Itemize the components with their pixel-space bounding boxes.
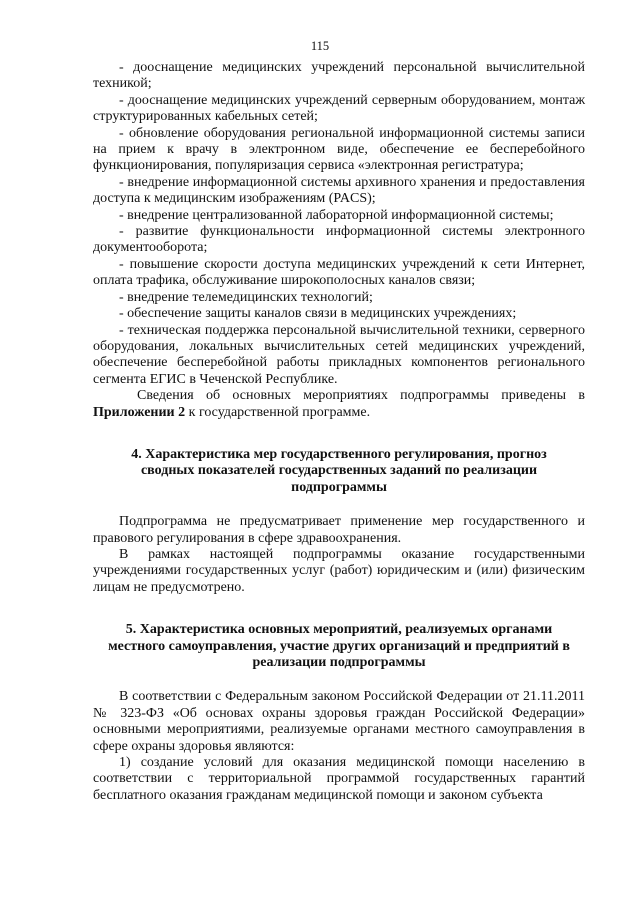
- section-5-heading: 5. Характеристика основных мероприятий, реализуемых органами местного самоуправления, участие других организаций и предприятий в реализации подпрограммы: [108, 622, 570, 670]
- page-number: 115: [310, 39, 330, 53]
- list-item: - развитие функциональности информационной системы электронного документооборота;: [93, 224, 585, 256]
- appendix-note-tail: к государственной программе.: [185, 404, 371, 420]
- section-5-paragraph: 1) создание условий для оказания медицинской помощи населению в соответствии с территориальной программой государственных гарантий бесплатного оказания гражданам медицинской помощи и законом субъекта: [93, 755, 585, 803]
- list-item: - дооснащение медицинских учреждений персональной вычислительной техникой;: [93, 60, 585, 92]
- list-item: - техническая поддержка персональной вычислительной техники, серверного оборудования, локальных вычислительных сетей медицинских учреждений, обеспечение бесперебойной работы прикладных компонентов регионального сегмента ЕГИС в Чеченской Республике.: [93, 322, 585, 387]
- list-item: - внедрение централизованной лабораторной информационной системы;: [119, 207, 554, 223]
- list-item: - внедрение информационной системы архивного хранения и предоставления доступа к медицинским изображениям (PACS);: [93, 174, 585, 207]
- list-item: - обеспечение защиты каналов связи в медицинских учреждениях;: [119, 306, 517, 322]
- appendix-note-text: Сведения об основных мероприятиях подпрограммы приведены в: [137, 388, 585, 404]
- page-content: [93, 60, 585, 804]
- appendix-reference: Приложении 2: [93, 404, 186, 420]
- section-5-paragraph: В соответствии с Федеральным законом Российской Федерации от 21.11.2011 № 323-ФЗ «Об основах охраны здоровья граждан Российской Федерации» основными мероприятиями, реализуемые органами местного самоуправления в сфере охраны здоровья являются:: [93, 689, 585, 754]
- list-item: - внедрение телемедицинских технологий;: [119, 289, 373, 305]
- section-4-paragraph: Подпрограмма не предусматривает применение мер государственного и правового регулирования в сфере здравоохранения.: [93, 514, 585, 546]
- appendix-note: [93, 388, 585, 421]
- section-4-heading: 4. Характеристика мер государственного регулирования, прогноз сводных показателей государственных заданий по реализации подпрограммы: [131, 446, 547, 495]
- list-item: - повышение скорости доступа медицинских учреждений к сети Интернет, оплата трафика, обслуживание широкополосных каналов связи;: [93, 256, 585, 289]
- section-4-paragraph: В рамках настоящей подпрограммы оказание государственными учреждениями государственных услуг (работ) юридическим и (или) физическим лицам не предусмотрено.: [93, 546, 585, 595]
- list-item: - обновление оборудования региональной информационной системы записи на прием к врачу в электронном виде, обеспечение ее бесперебойного функционирования, популяризация сервиса «электронная регистратура;: [93, 125, 585, 174]
- list-item: - дооснащение медицинских учреждений серверным оборудованием, монтаж структурированных кабельных сетей;: [93, 92, 585, 125]
